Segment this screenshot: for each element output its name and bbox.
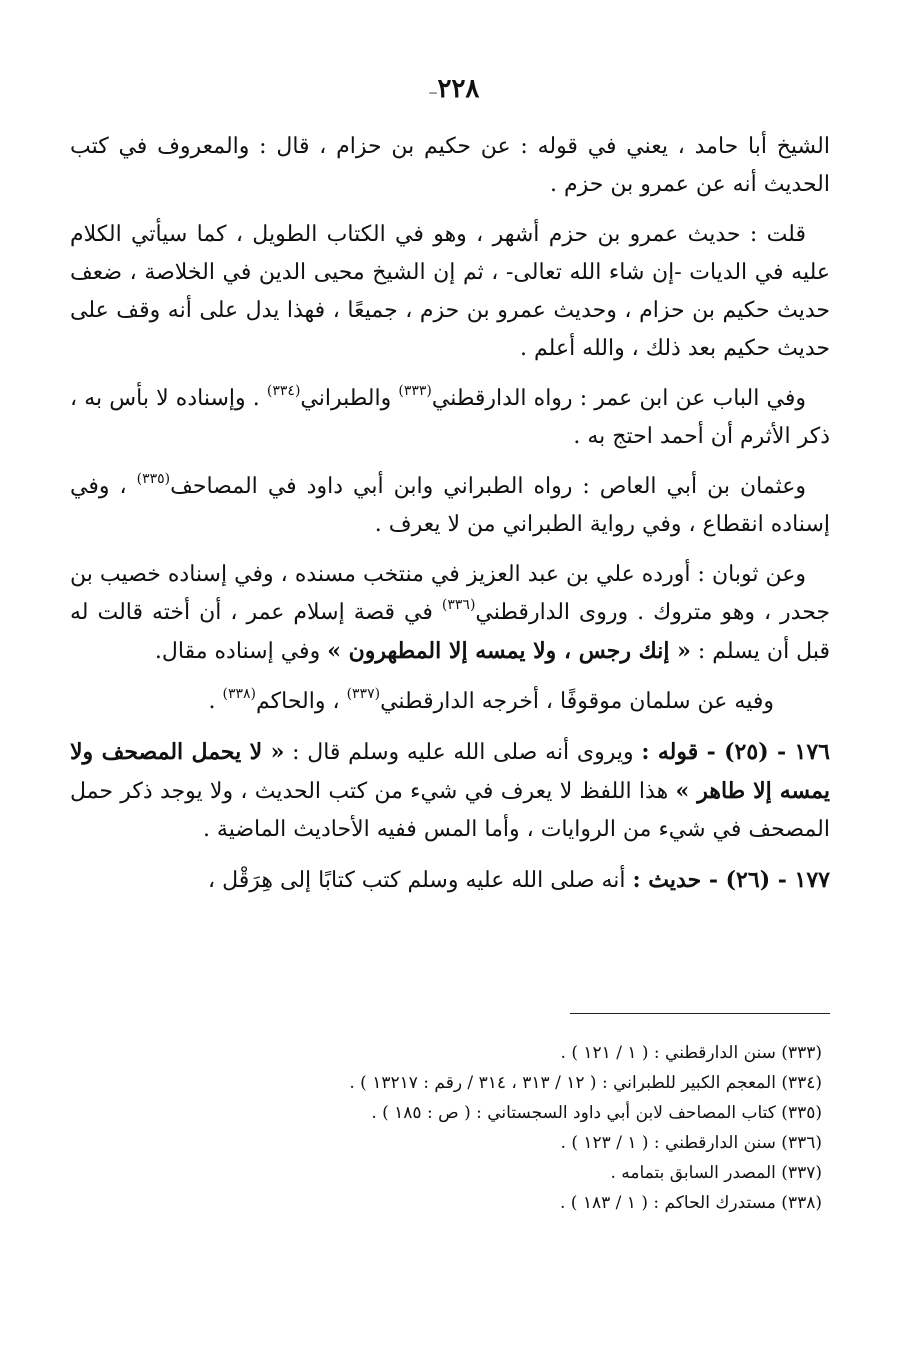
footnote: (٣٣٤) المعجم الكبير للطبراني : ( ١٢ / ٣١٣ ، ٣١٤ / رقم : ١٣٢١٧ ) . [349, 1073, 822, 1093]
paragraph-text: وفي إسناده مقال. [154, 639, 328, 664]
paragraph-text: في قصة إسلام عمر ، أن أخته قالت له قبل أن يسلم : [70, 600, 830, 664]
paragraph-text: وعثمان بن أبي العاص : رواه الطبراني وابن أبي داود في المصاحف [170, 474, 806, 499]
footnotes [70, 1038, 830, 1218]
paragraph [70, 683, 830, 721]
paragraph [70, 380, 830, 456]
paragraph-text: هذا اللفظ لا يعرف في شيء من كتب الحديث ، ولا يوجد ذكر حمل المصحف في شيء من الروايات ، وأما المس ففيه الأحاديث الماضية . [70, 779, 830, 842]
footnote: (٣٣٨) مستدرك الحاكم : ( ١ / ١٨٣ ) . [559, 1193, 822, 1213]
footnote-ref[interactable]: (٣٣٥) [136, 470, 171, 487]
book-page [70, 0, 830, 1353]
paragraph-text: ، وفي إسناده انقطاع ، وفي رواية الطبراني من لا يعرف . [70, 474, 830, 537]
page-number-mark: ‒ [428, 85, 438, 101]
paragraph-text: والطبراني [300, 386, 399, 411]
paragraph-text: . [208, 689, 223, 714]
footnote-ref[interactable]: (٣٣٤) [266, 382, 301, 399]
footnote: (٣٣٦) سنن الدارقطني : ( ١ / ١٢٣ ) . [560, 1133, 822, 1153]
paragraph [70, 861, 830, 900]
footnote-ref[interactable]: (٣٣٨) [222, 685, 257, 702]
paragraph [70, 128, 830, 204]
paragraph-text: . وإسناده لا بأس به ، ذكر الأثرم أن أحمد احتج به . [70, 386, 830, 449]
footnote: (٣٣٥) كتاب المصاحف لابن أبي داود السجستاني : ( ص : ١٨٥ ) . [371, 1103, 822, 1123]
footnote-ref[interactable]: (٣٣٧) [346, 685, 381, 702]
footnote-separator [570, 1013, 830, 1014]
paragraph-text: وعن ثوبان : أورده علي بن عبد العزيز في منتخب مسنده ، وفي إسناده خصيب بن جحدر ، وهو متروك . وروى الدارقطني [70, 562, 831, 625]
page-number-value: ٢٢٨ [437, 74, 480, 104]
paragraph [70, 556, 830, 671]
page-number [70, 74, 830, 104]
main-text [70, 128, 830, 912]
paragraph [70, 733, 830, 849]
footnote-ref[interactable]: (٣٣٦) [441, 596, 476, 613]
paragraph [70, 468, 830, 544]
paragraph [70, 216, 830, 368]
entry-heading: ١٧٦ - (٢٥) - قوله : [641, 739, 830, 765]
quoted-hadith: « لا يحمل المصحف ولا يمسه إلا طاهر » [70, 739, 830, 804]
footnote: (٣٣٧) المصدر السابق بتمامه . [610, 1163, 822, 1183]
quoted-hadith: « إنك رجس ، ولا يمسه إلا المطهرون » [327, 638, 691, 664]
paragraph-text: قلت : حديث عمرو بن حزم أشهر ، وهو في الكتاب الطويل ، كما سيأتي الكلام عليه في الديات -إن شاء الله تعالى- ، ثم إن الشيخ محيى الدين في الخلاصة ، ضعف حديث حكيم بن حزام ، وحديث عمرو بن حزم ، جميعًا ، فهذا يدل على أنه وقف على حديث حكيم بعد ذلك ، والله أعلم . [70, 222, 830, 361]
paragraph-text: الشيخ أبا حامد ، يعني في قوله : عن حكيم بن حزام ، قال : والمعروف في كتب الحديث أنه عن عمرو بن حزم . [70, 134, 830, 197]
paragraph-text: أنه صلى الله عليه وسلم كتب كتابًا إلى هِرَقْل ، [208, 868, 633, 893]
entry-heading: ١٧٧ - (٢٦) - حديث : [632, 867, 830, 893]
paragraph-text: ويروى أنه صلى الله عليه وسلم قال : [284, 740, 642, 765]
paragraph-text: ، والحاكم [256, 689, 347, 714]
paragraph-text: وفيه عن سلمان موقوفًا ، أخرجه الدارقطني [380, 689, 774, 714]
footnote: (٣٣٣) سنن الدارقطني : ( ١ / ١٢١ ) . [560, 1043, 822, 1063]
footnote-ref[interactable]: (٣٣٣) [398, 382, 432, 399]
paragraph-text: وفي الباب عن ابن عمر : رواه الدارقطني [431, 386, 806, 411]
